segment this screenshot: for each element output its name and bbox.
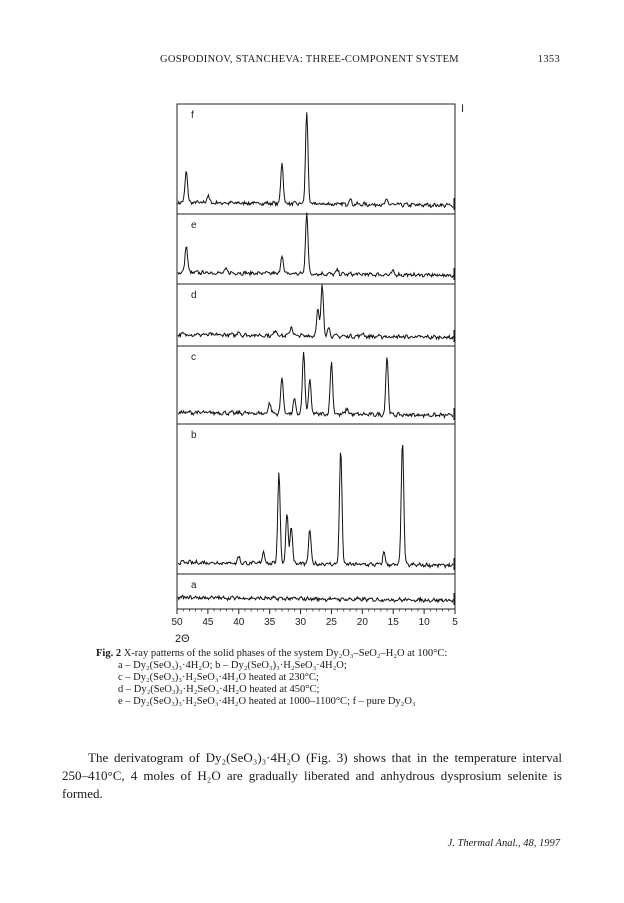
x-tick-label: 30 (294, 617, 307, 628)
panel-label-c: c (191, 352, 196, 363)
x-tick-label: 25 (325, 617, 338, 628)
pattern-trace-e (178, 213, 453, 278)
x-axis-label: 2Θ (175, 633, 190, 645)
panel-label-a: a (191, 580, 197, 591)
caption-item: e – Dy₂(SeO₃)₃·H₂SeO₃·4H₂O heated at 1000–1100°C; f – pure Dy₂O₃ (118, 696, 416, 707)
x-tick-label: 5 (452, 617, 458, 628)
pattern-trace-f (178, 112, 453, 207)
pattern-trace-d (178, 285, 453, 340)
figure-label: Fig. 2 (96, 648, 122, 659)
body-paragraph (62, 749, 562, 803)
panel-label-b: b (191, 430, 197, 441)
caption-item: c – Dy₂(SeO₃)₃·H₂SeO₃·4H₂O heated at 230°C; (118, 672, 319, 683)
xray-figure (160, 96, 470, 646)
x-tick-label: 45 (202, 617, 214, 628)
caption-item: a – Dy₂(SeO₃)₃·4H₂O; b – Dy₂(SeO₃)₃·H₂SeO₃·4H₂O; (118, 660, 347, 671)
journal-citation: J. Thermal Anal., 48, 1997 (447, 838, 560, 849)
panel-label-d: d (191, 290, 197, 301)
running-title: GOSPODINOV, STANCHEVA: THREE-COMPONENT SYSTEM (160, 54, 459, 65)
x-tick-label: 35 (264, 617, 276, 628)
page-number: 1353 (537, 54, 560, 65)
paragraph-text: The derivatogram of Dy₂(SeO₃)₃·4H₂O (Fig. 3) shows that in the temperature interval 250–410°C, 4 moles of H₂O are gradually liberated and anhydrous dysprosium selenite is formed. (62, 750, 562, 801)
panel-label-e: e (191, 220, 197, 231)
x-tick-label: 20 (356, 617, 368, 628)
xray-patterns-plot (160, 96, 470, 646)
x-tick-label: 40 (233, 617, 245, 628)
x-tick-label: 50 (171, 617, 183, 628)
figure-caption (96, 648, 566, 708)
plot-frame (177, 104, 455, 609)
x-tick-label: 10 (418, 617, 430, 628)
caption-item: d – Dy₂(SeO₃)₃·H₂SeO₃·4H₂O heated at 450°C; (118, 684, 320, 695)
caption-main: X-ray patterns of the solid phases of the system Dy₂O₃–SeO₂–H₂O at 100°C: (123, 648, 448, 659)
pattern-trace-a (178, 595, 453, 602)
pattern-trace-b (178, 445, 453, 567)
side-mark: I (461, 103, 465, 115)
panel-label-f: f (191, 110, 194, 121)
x-tick-label: 15 (387, 617, 399, 628)
pattern-trace-c (178, 352, 453, 418)
